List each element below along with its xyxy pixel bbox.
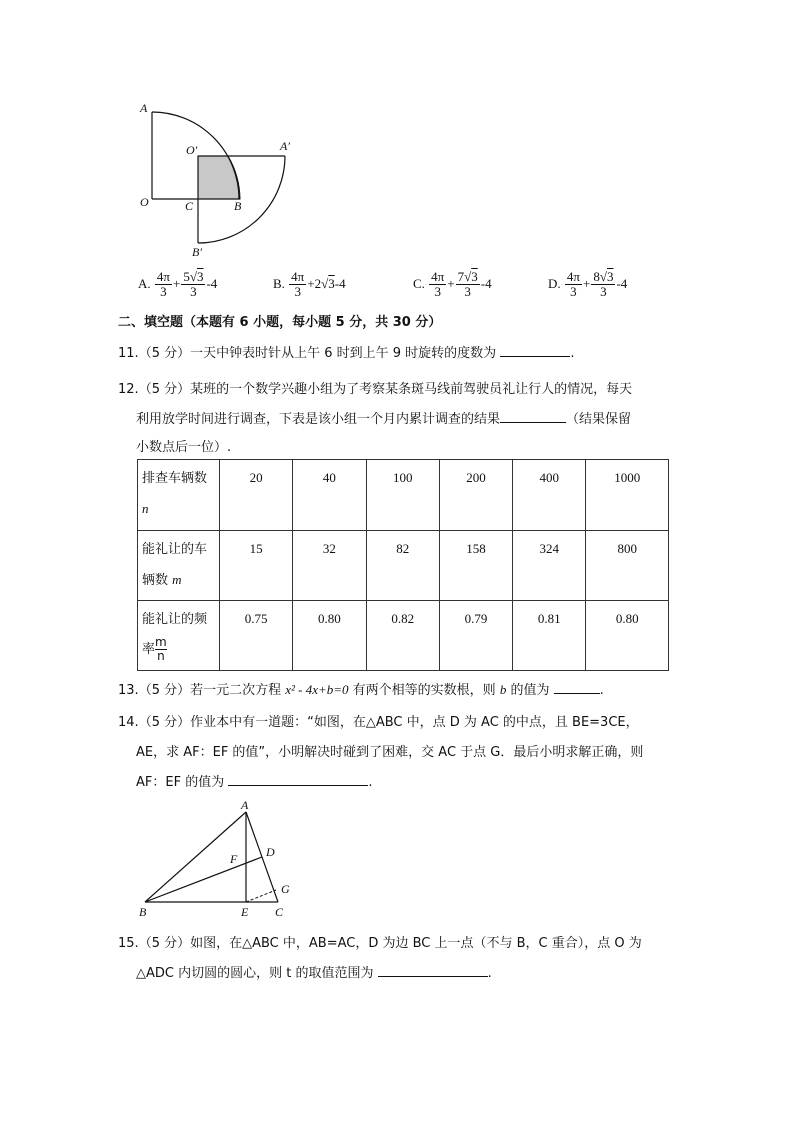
question-11: 11.（5 分）一天中钟表时针从上午 6 时到上午 9 时旋转的度数为 . <box>118 346 575 361</box>
shaded-region <box>198 156 240 199</box>
label-B: B <box>234 199 242 213</box>
question-15: 15.（5 分）如图，在△ABC 中，AB=AC，D 为边 BC 上一点（不与 B，C 重合），点 O 为 <box>118 936 642 951</box>
label-O: O <box>140 195 149 209</box>
choice-c[interactable]: C. $\frac{4\pi}{3}$ + $\frac{7√3}{3}$ -4 <box>413 268 492 299</box>
label-A: A <box>140 101 148 115</box>
question-14-line2: AE，求 AF：EF 的值”，小明解决时碰到了困难，交 AC 于点 G．最后小明求解正确，则 <box>136 745 644 760</box>
label-C: C <box>185 199 194 213</box>
label-O-prime: O′ <box>186 143 198 157</box>
question-15-line2: △ADC 内切圆的圆心，则 t 的取值范围为 . <box>136 966 492 981</box>
question-14: 14.（5 分）作业本中有一道题：“如图，在△ABC 中，点 D 为 AC 的中点，且 BE=3CE， <box>118 715 639 730</box>
label-A: A <box>241 798 249 812</box>
table-row: 能礼让的车 辆数 m 15 32 82 158 324 800 <box>138 530 669 601</box>
label-B-prime: B′ <box>192 245 202 259</box>
answer-blank-12[interactable] <box>500 410 566 423</box>
table-row: 排查车辆数 n 20 40 100 200 400 1000 <box>138 460 669 531</box>
figure-sector-rotation <box>130 98 310 268</box>
answer-blank-15[interactable] <box>378 964 488 977</box>
question-12: 12.（5 分）某班的一个数学兴趣小组为了考察某条斑马线前驾驶员礼让行人的情况，每天 <box>118 382 633 397</box>
frequency-table <box>137 459 669 671</box>
choice-a[interactable]: A. $\frac{4\pi}{3}$ + $\frac{5√3}{3}$ -4 <box>138 268 218 299</box>
question-14-line3: AF：EF 的值为 . <box>136 775 373 790</box>
label-A-prime: A′ <box>280 139 290 153</box>
choice-b[interactable]: B. $\frac{4\pi}{3}$ +2 √ 3 -4 <box>273 268 346 299</box>
label-D: D <box>266 845 275 859</box>
section-title: 二、填空题（本题有 6 小题，每小题 5 分，共 30 分） <box>118 315 442 330</box>
question-12-line3: 小数点后一位）. <box>136 440 232 455</box>
answer-blank-13[interactable] <box>554 681 600 694</box>
figure-triangle <box>135 796 305 922</box>
label-B: B <box>139 905 147 919</box>
label-C: C <box>275 905 284 919</box>
answer-blank-14[interactable] <box>228 773 368 786</box>
label-F: F <box>230 852 238 866</box>
choice-d[interactable]: D. $\frac{4\pi}{3}$ + $\frac{8√3}{3}$ -4 <box>548 268 628 299</box>
answer-blank-11[interactable] <box>500 344 570 357</box>
question-12-line2: 利用放学时间进行调查，下表是该小组一个月内累计调查的结果 （结果保留 <box>136 412 632 427</box>
choice-list <box>138 264 778 304</box>
question-13: 13.（5 分）若一元二次方程 x² - 4x+b=0 有两个相等的实数根，则 b 的值为 . <box>118 682 604 698</box>
label-E: E <box>241 905 249 919</box>
table-row: 能礼让的频 率 $\frac{m}{n}$ 0.75 0.80 0.82 0.79 0.81 0.80 <box>138 601 669 671</box>
label-G: G <box>281 882 290 896</box>
